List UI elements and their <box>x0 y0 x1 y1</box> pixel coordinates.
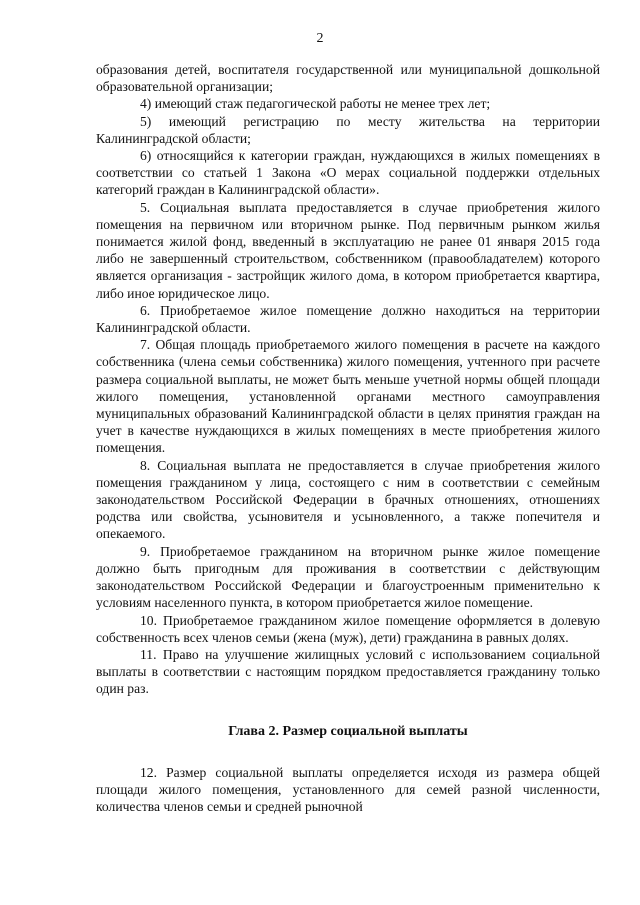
paragraph-point-9: 9. Приобретаемое гражданином на вторичном рынке жилое помещение должно быть пригодным для проживания в соответствии с действующим законодательством Российской Федерации и благоустроенным применительно к условиям населенного пункта, в котором приобретается жилое помещение. <box>96 543 600 611</box>
paragraph-point-12: 12. Размер социальной выплаты определяется исходя из размера общей площади жилого помещения, установленного для семей разной численности, количества членов семьи и средней рыночной <box>96 764 600 815</box>
paragraph-item-5: 5) имеющий регистрацию по месту жительства на территории Калининградской области; <box>96 113 600 146</box>
paragraph-point-8: 8. Социальная выплата не предоставляется в случае приобретения жилого помещения гражданином у лица, состоящего с ним в соответствии с семейным законодательством Российской Федерации в брачных отношениях, отношениях родства или свойства, усыновителя и усыновленного, а также попечителя и опекаемого. <box>96 457 600 542</box>
page-number: 2 <box>316 31 324 46</box>
document-body <box>96 61 600 815</box>
paragraph-item-4: 4) имеющий стаж педагогической работы не менее трех лет; <box>140 96 491 112</box>
paragraph-point-10: 10. Приобретаемое гражданином жилое помещение оформляется в долевую собственность всех членов семьи (жена (муж), дети) гражданина в равных долях. <box>96 612 600 645</box>
paragraph-point-11: 11. Право на улучшение жилищных условий с использованием социальной выплаты в соответствии с настоящим порядком предоставляется гражданину только один раз. <box>96 646 600 697</box>
paragraph-point-7: 7. Общая площадь приобретаемого жилого помещения в расчете на каждого собственника (члена семьи собственника) жилого помещения, учтенного при расчете размера социальной выплаты, не может быть меньше учетной нормы общей площади жилого помещения, установленной органами местного самоуправления муниципальных образований Калининградской области в целях принятия граждан на учет в качестве нуждающихся в жилых помещениях в месте приобретения жилого помещения. <box>96 337 600 456</box>
chapter-heading: Глава 2. Размер социальной выплаты <box>228 723 468 739</box>
paragraph-continuation: образования детей, воспитателя государственной или муниципальной дошкольной образовательной организации; <box>96 62 600 95</box>
paragraph-point-6: 6. Приобретаемое жилое помещение должно находиться на территории Калининградской области. <box>96 302 600 336</box>
paragraph-item-6: 6) относящийся к категории граждан, нуждающихся в жилых помещениях в соответствии со статьей 1 Закона «О мерах социальной поддержки отдельных категорий граждан в Калининградской области». <box>96 148 600 198</box>
paragraph-point-5: 5. Социальная выплата предоставляется в случае приобретения жилого помещения на первичном или вторичном рынке. Под первичным рынком жилья понимается жилой фонд, введенный в эксплуатацию не ранее 01 января 2015 года либо не завершенный строительством, собственником (правообладателем) которого является организация - застройщик жилого дома, в котором приобретается квартира, либо иное юридическое лицо. <box>96 199 600 301</box>
